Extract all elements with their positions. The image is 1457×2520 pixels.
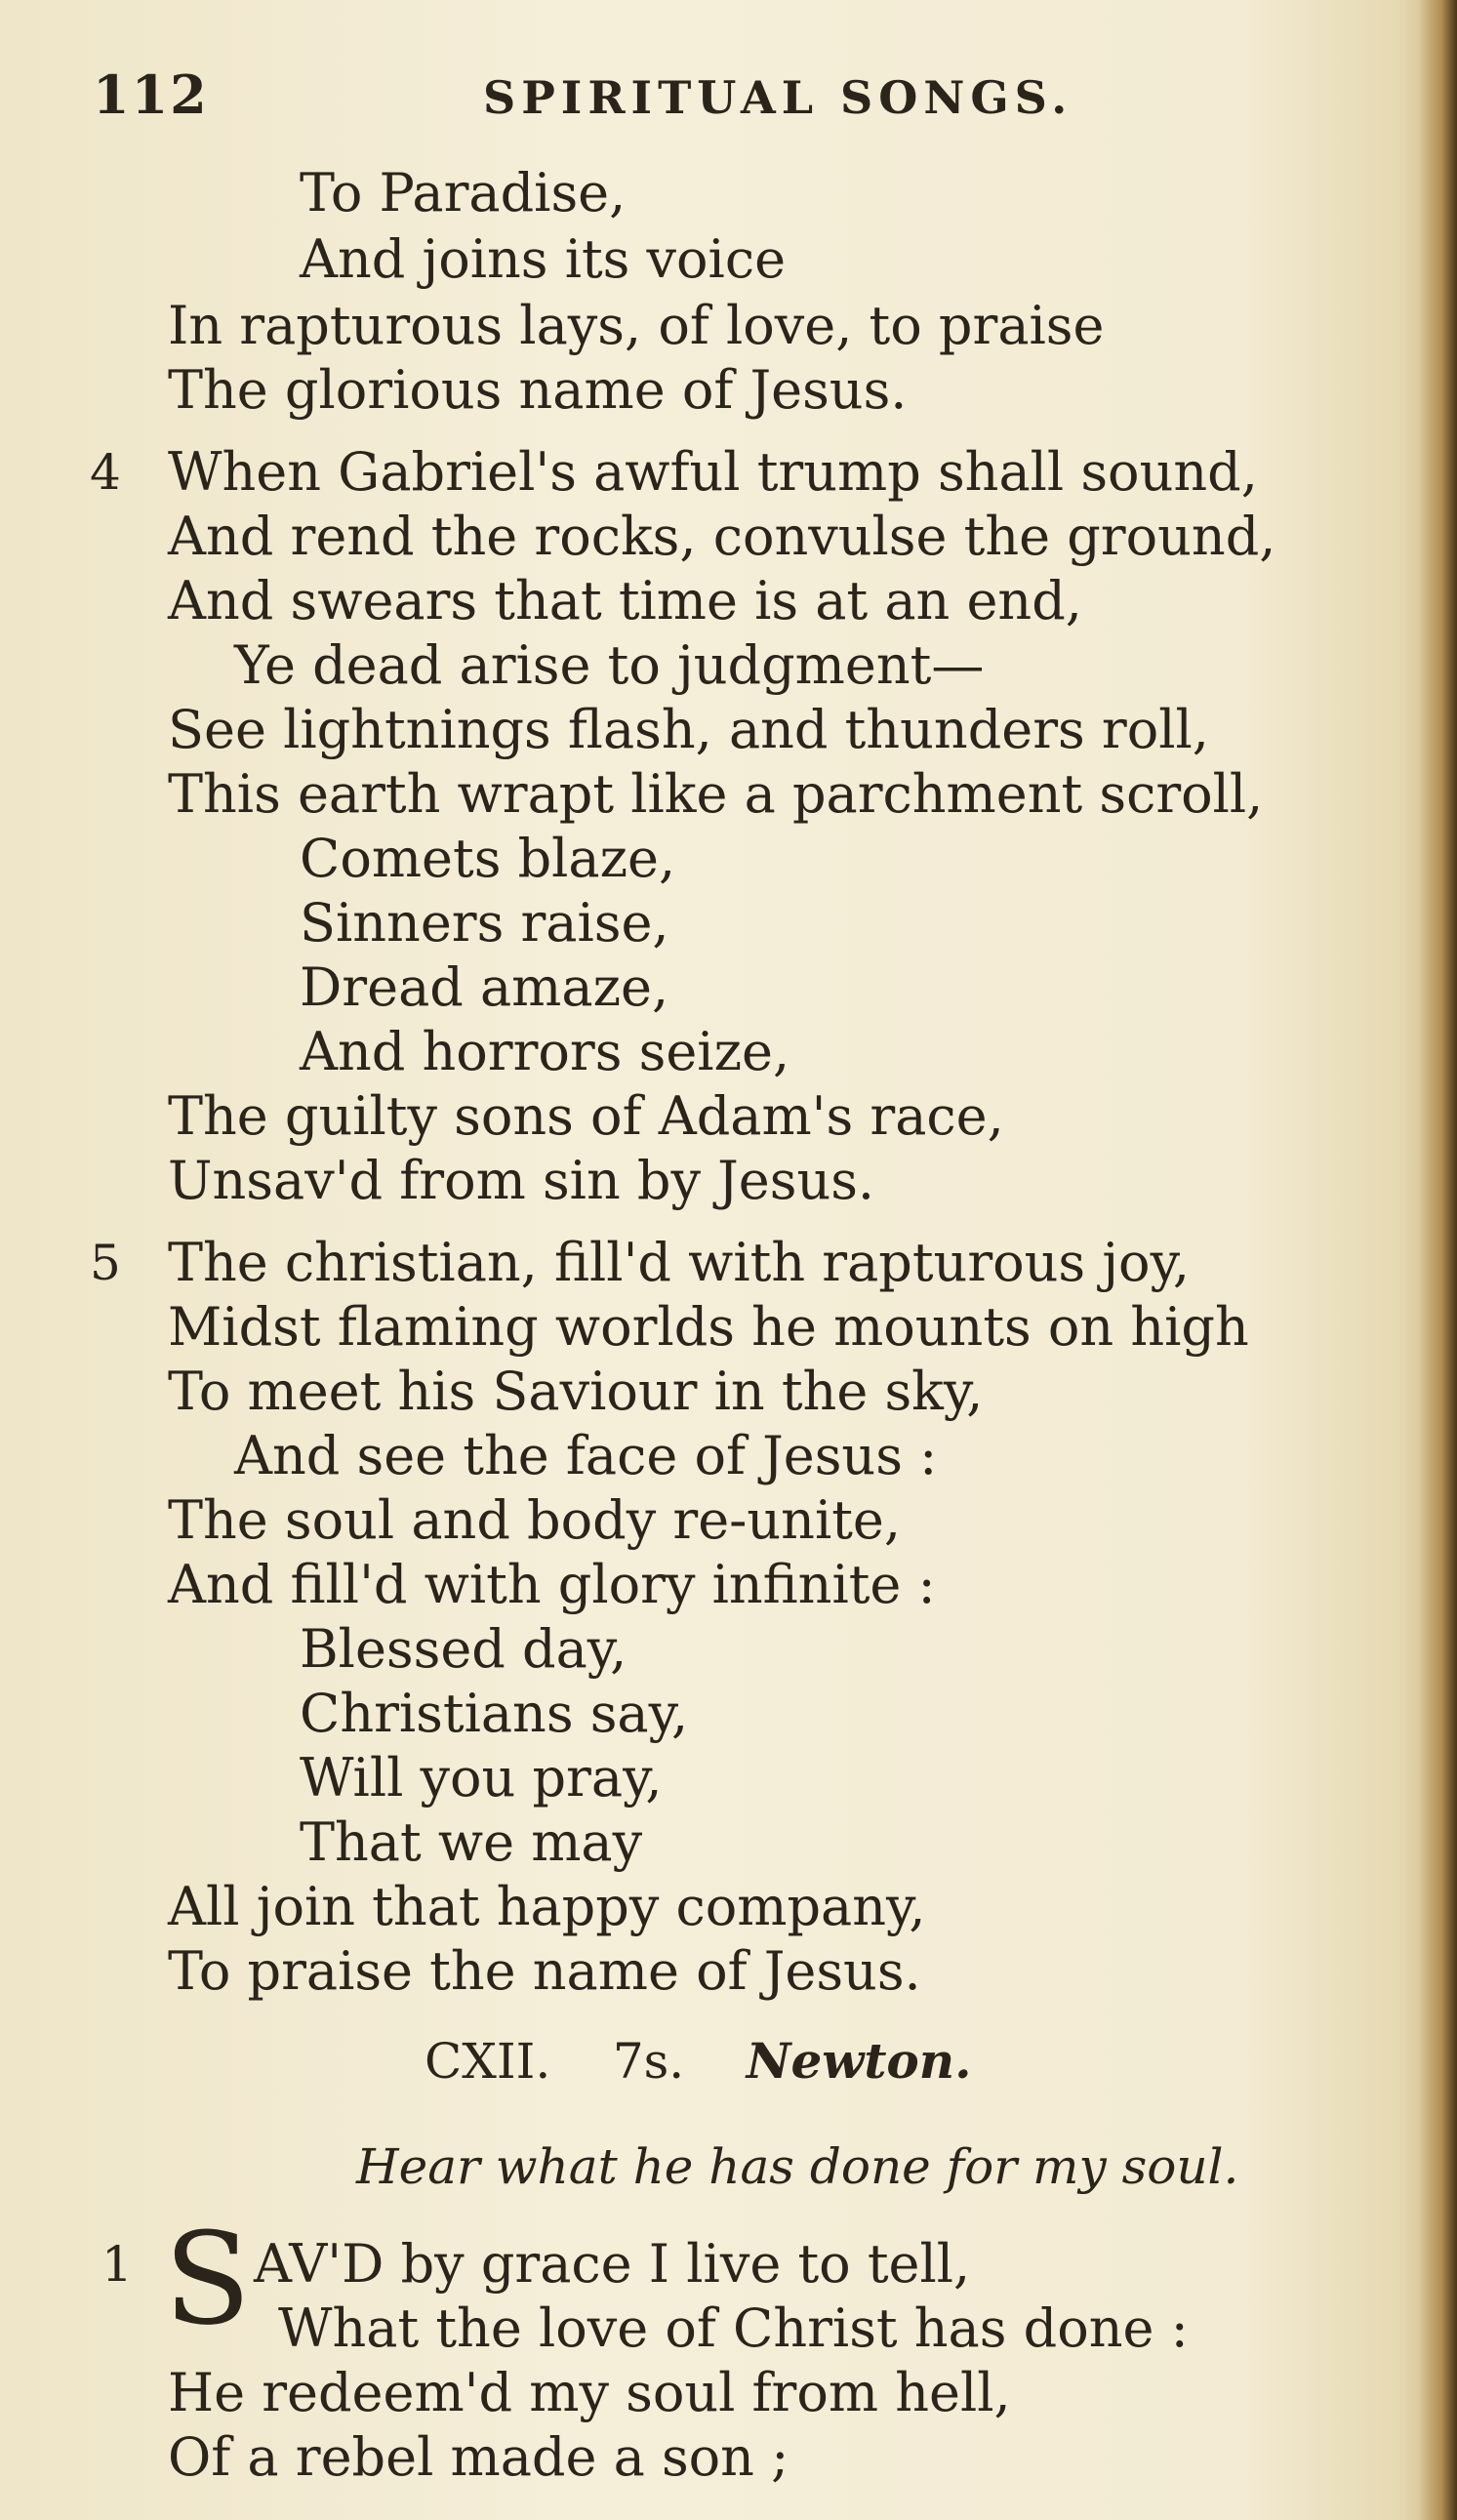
verse-line: And swears that time is at an end, [168, 570, 1082, 631]
verse-line: Will you pray, [300, 1747, 663, 1809]
verse-line: Sinners raise, [300, 892, 669, 954]
verse-line: What the love of Christ has done : [278, 2297, 1189, 2359]
verse-line: All join that happy company, [168, 1876, 926, 1937]
hymn-heading [425, 2032, 972, 2091]
verse-line: The soul and body re-unite, [168, 1489, 902, 1551]
hymn-meter: 7s. [612, 2033, 685, 2090]
verse-line: The christian, fill'd with rapturous joy, [168, 1232, 1191, 1293]
verse-line: He redeem'd my soul from hell, [168, 2362, 1011, 2423]
verse-line: See lightnings flash, and thunders roll, [168, 699, 1209, 760]
verse-line: This earth wrapt like a parchment scroll, [168, 763, 1264, 825]
verse-line: To praise the name of Jesus. [168, 1940, 921, 2002]
hymn-subtitle: Hear what he has done for my soul. [356, 2138, 1239, 2195]
verse-line: In rapturous lays, of love, to praise [168, 295, 1105, 356]
verse-line: The guilty sons of Adam's race, [168, 1085, 1004, 1147]
verse-line: That we may [300, 1811, 643, 1873]
verse-line: Of a rebel made a son ; [168, 2426, 789, 2488]
page-number: 112 [93, 63, 209, 126]
hymn-author: Newton. [746, 2032, 972, 2090]
verse-line: And joins its voice [300, 228, 787, 290]
verse-line: Midst flaming worlds he mounts on high [168, 1296, 1249, 1358]
verse-number: 4 [90, 444, 121, 501]
verse-number: 1 [101, 2236, 133, 2293]
page-header [93, 63, 1342, 142]
hymn-number: CXII. [425, 2033, 551, 2090]
verse-line: Dread amaze, [300, 956, 669, 1018]
verse-line: To Paradise, [300, 162, 627, 224]
verse-line: Christians say, [300, 1683, 689, 1744]
page-edge-shadow [1418, 0, 1457, 2520]
verse-line: Ye dead arise to judgment— [234, 634, 985, 696]
verse-line: And see the face of Jesus : [234, 1425, 938, 1486]
verse-line: Comets blaze, [300, 828, 676, 889]
verse-line: The glorious name of Jesus. [168, 359, 908, 421]
running-title: SPIRITUAL SONGS. [483, 71, 1073, 124]
verse-number: 5 [90, 1235, 121, 1291]
verse-line: AV'D by grace I live to tell, [254, 2233, 971, 2295]
drop-cap: S [164, 2205, 252, 2353]
verse-line: And rend the rocks, convulse the ground, [168, 506, 1276, 567]
verse-line: When Gabriel's awful trump shall sound, [168, 441, 1258, 503]
verse-line: Blessed day, [300, 1618, 627, 1680]
verse-line: To meet his Saviour in the sky, [168, 1361, 984, 1422]
verse-line: And fill'd with glory infinite : [168, 1554, 936, 1615]
verse-line: Unsav'd from sin by Jesus. [168, 1150, 875, 1211]
verse-line: And horrors seize, [300, 1021, 790, 1082]
